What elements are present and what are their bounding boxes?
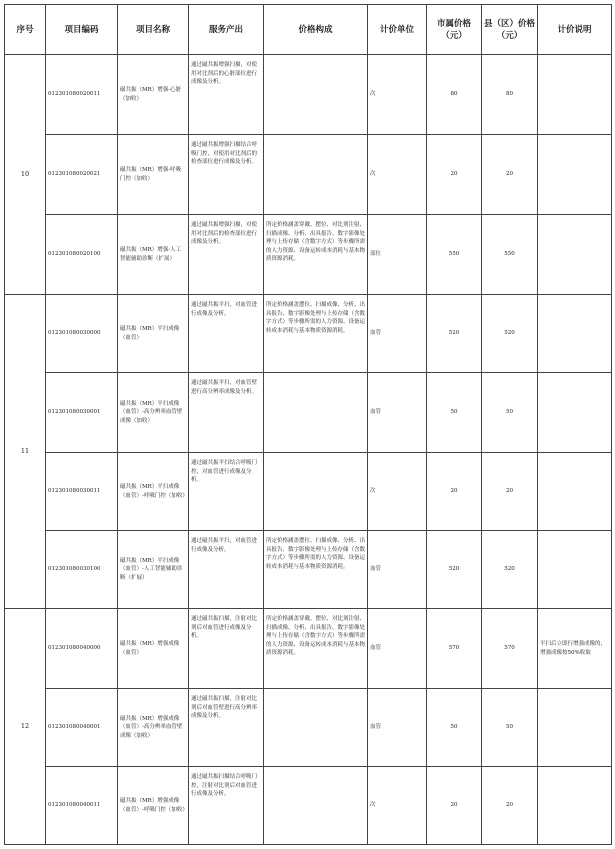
note-cell bbox=[538, 373, 612, 453]
output-cell: 通过磁共振平扫，对血管进行成像及分析。 bbox=[189, 295, 264, 373]
table-row bbox=[5, 215, 612, 295]
note-cell bbox=[538, 689, 612, 767]
table-row bbox=[5, 689, 612, 767]
output-cell: 通过磁共振扫描结合呼吸门控，注射对比剂后对血管进行成像及分析。 bbox=[189, 767, 264, 845]
output-cell: 通过磁共振增强扫描，对使用对比剂后的心脏部位进行成像及分析。 bbox=[189, 55, 264, 135]
unit-cell: 部位 bbox=[368, 215, 427, 295]
code-cell: 012301080020100 bbox=[46, 215, 118, 295]
note-cell bbox=[538, 135, 612, 215]
code-cell: 012301080020011 bbox=[46, 55, 118, 135]
city-price-cell: 50 bbox=[427, 373, 482, 453]
header-note: 计价说明 bbox=[538, 5, 612, 55]
composition-cell bbox=[264, 689, 368, 767]
code-cell: 012301080040000 bbox=[46, 609, 118, 689]
code-cell: 012301080020021 bbox=[46, 135, 118, 215]
seq-cell: 12 bbox=[5, 609, 46, 845]
code-cell: 012301080030100 bbox=[46, 531, 118, 609]
code-cell: 012301080030011 bbox=[46, 453, 118, 531]
note-cell bbox=[538, 215, 612, 295]
price-table bbox=[4, 4, 612, 845]
table-row bbox=[5, 373, 612, 453]
table-row bbox=[5, 767, 612, 845]
county-price-cell: 50 bbox=[482, 689, 538, 767]
note-cell bbox=[538, 55, 612, 135]
header-seq: 序号 bbox=[5, 5, 46, 55]
unit-cell: 血管 bbox=[368, 373, 427, 453]
output-cell: 通过磁共振平扫结合呼吸门控，对血管进行成像及分析。 bbox=[189, 453, 264, 531]
city-price-cell: 50 bbox=[427, 689, 482, 767]
county-price-cell: 20 bbox=[482, 767, 538, 845]
seq-cell: 11 bbox=[5, 295, 46, 609]
table-row bbox=[5, 453, 612, 531]
county-price-cell: 50 bbox=[482, 373, 538, 453]
city-price-cell: 520 bbox=[427, 295, 482, 373]
code-cell: 012301080030000 bbox=[46, 295, 118, 373]
unit-cell: 血管 bbox=[368, 609, 427, 689]
name-cell: 磁共振（MR）增强成像（血管）-高分辨率血管壁成像（加收） bbox=[118, 689, 189, 767]
city-price-cell: 20 bbox=[427, 767, 482, 845]
seq-cell: 10 bbox=[5, 55, 46, 295]
city-price-cell: 20 bbox=[427, 135, 482, 215]
header-city-price: 市属价格（元） bbox=[427, 5, 482, 55]
code-cell: 012301080030001 bbox=[46, 373, 118, 453]
composition-cell: 所定价格涵盖摆位、扫描成像、分析、出具报告、数字影像处理与上传存储（含数字方式）等步骤所需的人力资源、设备运转成本消耗与基本物质资源消耗。 bbox=[264, 531, 368, 609]
note-cell: 平扫后立即行增强成像的，增强成像按50%收取 bbox=[538, 609, 612, 689]
composition-cell bbox=[264, 135, 368, 215]
output-cell: 通过磁共振扫描，注射对比剂后对血管壁进行高分辨率成像及分析。 bbox=[189, 689, 264, 767]
unit-cell: 次 bbox=[368, 767, 427, 845]
composition-cell bbox=[264, 453, 368, 531]
county-price-cell: 80 bbox=[482, 55, 538, 135]
table-row bbox=[5, 609, 612, 689]
city-price-cell: 550 bbox=[427, 215, 482, 295]
code-cell: 012301080040001 bbox=[46, 689, 118, 767]
composition-cell bbox=[264, 55, 368, 135]
composition-cell: 所定价格涵盖摆位、扫描成像、分析、出具报告、数字影像处理与上传存储（含数字方式）等步骤所需的人力资源、设备运转成本消耗与基本物质资源消耗。 bbox=[264, 295, 368, 373]
composition-cell: 所定价格涵盖穿戴、摆位、对比剂注射、扫描成像、分析、出具报告、数字影像处理与上传存储（含数字方式）等步骤所需的人力资源、设备运转成本消耗与基本物质资源消耗。 bbox=[264, 215, 368, 295]
composition-cell bbox=[264, 373, 368, 453]
output-cell: 通过磁共振扫描，注射对比剂后对血管进行成像及分析。 bbox=[189, 609, 264, 689]
note-cell bbox=[538, 295, 612, 373]
name-cell: 磁共振（MR）平扫成像（血管）-人工智能辅助诊断（扩展） bbox=[118, 531, 189, 609]
county-price-cell: 520 bbox=[482, 531, 538, 609]
name-cell: 磁共振（MR）增强-呼吸门控（加收） bbox=[118, 135, 189, 215]
unit-cell: 血管 bbox=[368, 295, 427, 373]
name-cell: 磁共振（MR）增强成像（血管） bbox=[118, 609, 189, 689]
note-cell bbox=[538, 453, 612, 531]
code-cell: 012301080040011 bbox=[46, 767, 118, 845]
note-cell bbox=[538, 531, 612, 609]
table-row bbox=[5, 531, 612, 609]
name-cell: 磁共振（MR）平扫成像（血管）-高分辨率血管壁成像（加收） bbox=[118, 373, 189, 453]
composition-cell: 所定价格涵盖穿戴、摆位、对比剂注射、扫描成像、分析、出具报告、数字影像处理与上传存储（含数字方式）等步骤所需的人力资源、设备运转成本消耗与基本物质资源消耗。 bbox=[264, 609, 368, 689]
output-cell: 通过磁共振平扫，对血管进行成像及分析。 bbox=[189, 531, 264, 609]
county-price-cell: 520 bbox=[482, 295, 538, 373]
city-price-cell: 570 bbox=[427, 609, 482, 689]
header-output: 服务产出 bbox=[189, 5, 264, 55]
header-unit: 计价单位 bbox=[368, 5, 427, 55]
table-row bbox=[5, 295, 612, 373]
table-row bbox=[5, 135, 612, 215]
table-row bbox=[5, 55, 612, 135]
county-price-cell: 20 bbox=[482, 453, 538, 531]
city-price-cell: 20 bbox=[427, 453, 482, 531]
unit-cell: 次 bbox=[368, 55, 427, 135]
county-price-cell: 550 bbox=[482, 215, 538, 295]
composition-cell bbox=[264, 767, 368, 845]
city-price-cell: 80 bbox=[427, 55, 482, 135]
name-cell: 磁共振（MR）平扫成像（血管） bbox=[118, 295, 189, 373]
unit-cell: 次 bbox=[368, 135, 427, 215]
name-cell: 磁共振（MR）增强-心脏（加收） bbox=[118, 55, 189, 135]
output-cell: 通过磁共振平扫，对血管壁进行高分辨率成像及分析。 bbox=[189, 373, 264, 453]
unit-cell: 血管 bbox=[368, 531, 427, 609]
header-composition: 价格构成 bbox=[264, 5, 368, 55]
output-cell: 通过磁共振增强扫描结合呼吸门控，对使用对比剂后的检查部位进行成像及分析。 bbox=[189, 135, 264, 215]
name-cell: 磁共振（MR）增强-人工智能辅助诊断（扩展） bbox=[118, 215, 189, 295]
output-cell: 通过磁共振增强扫描，对使用对比剂后的检查部位进行成像及分析。 bbox=[189, 215, 264, 295]
city-price-cell: 520 bbox=[427, 531, 482, 609]
county-price-cell: 570 bbox=[482, 609, 538, 689]
header-row bbox=[5, 5, 612, 55]
header-code: 项目编码 bbox=[46, 5, 118, 55]
unit-cell: 次 bbox=[368, 453, 427, 531]
header-county-price: 县（区）价格（元） bbox=[482, 5, 538, 55]
unit-cell: 血管 bbox=[368, 689, 427, 767]
name-cell: 磁共振（MR）增强成像（血管）-呼吸门控（加收） bbox=[118, 767, 189, 845]
header-name: 项目名称 bbox=[118, 5, 189, 55]
county-price-cell: 20 bbox=[482, 135, 538, 215]
note-cell bbox=[538, 767, 612, 845]
name-cell: 磁共振（MR）平扫成像（血管）-呼吸门控（加收） bbox=[118, 453, 189, 531]
